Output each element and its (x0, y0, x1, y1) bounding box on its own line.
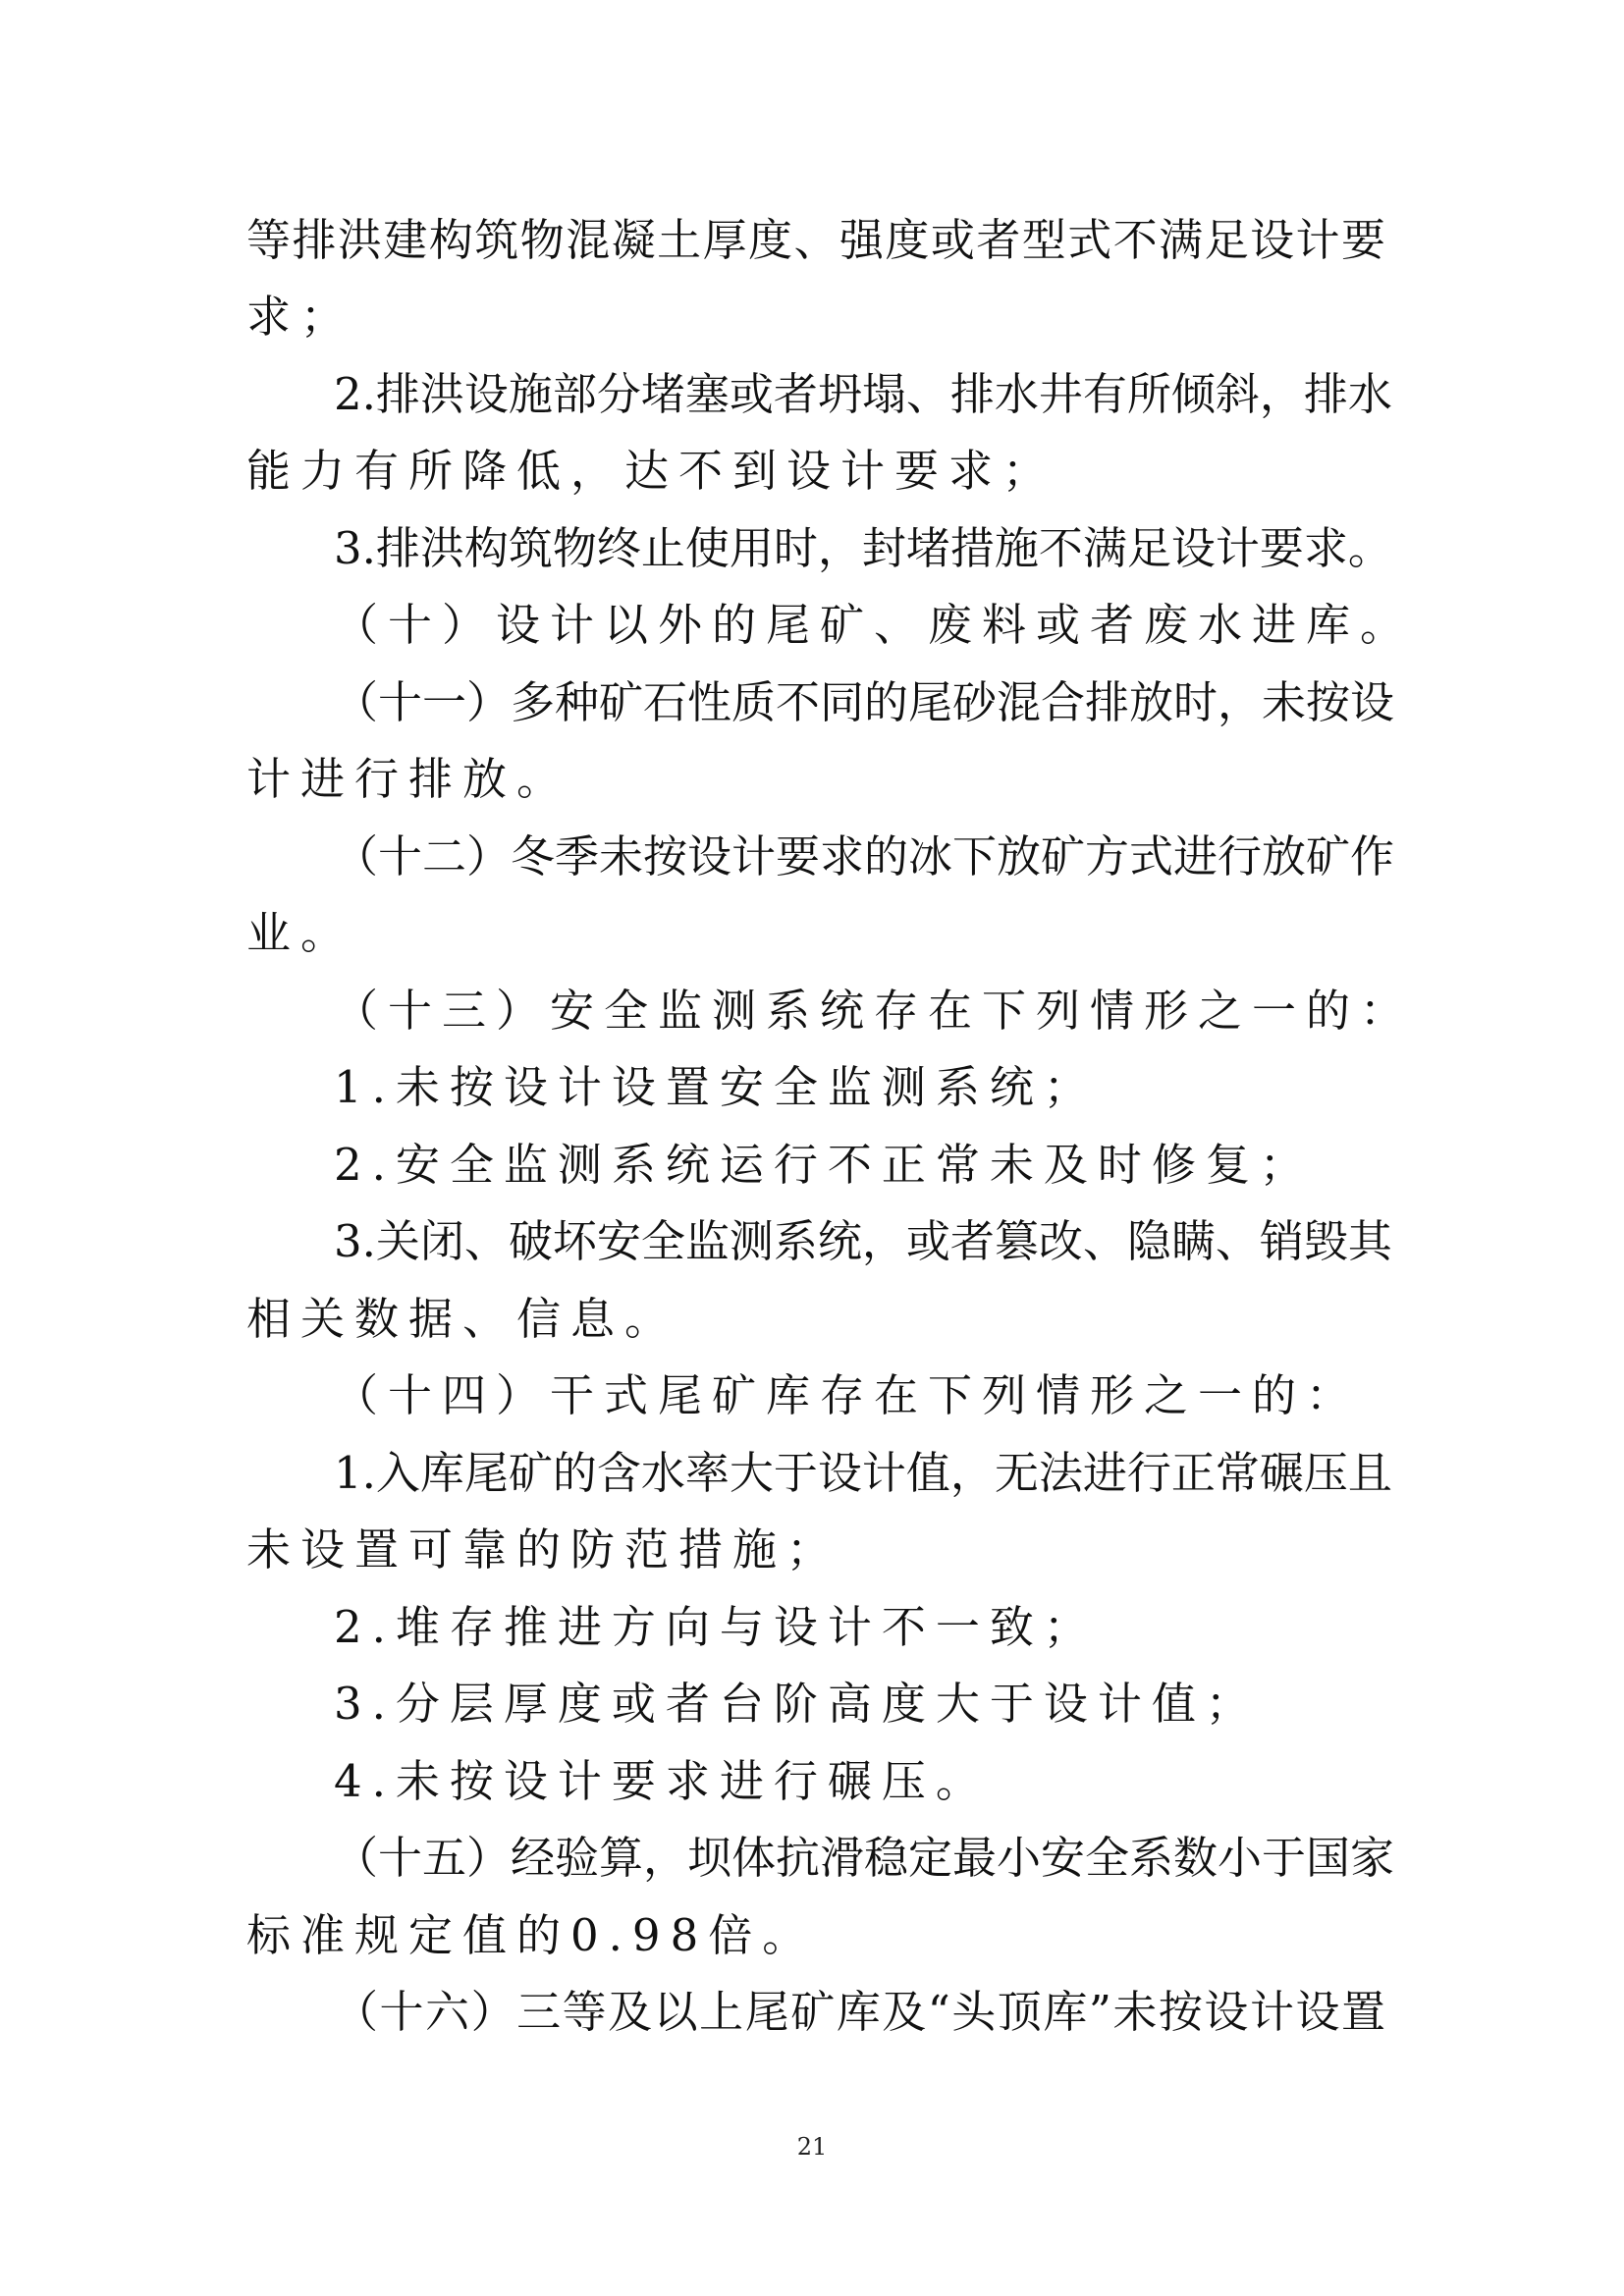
text-line: 求； (246, 291, 355, 343)
text-line: 4.未按设计要求进行碾压。 (334, 1755, 990, 1807)
text-line: 相关数据、信息。 (246, 1293, 679, 1345)
text-line: 标准规定值的0.98倍。 (246, 1909, 817, 1961)
text-line: （十四）干式尾矿库存在下列情形之一的： (334, 1369, 1361, 1421)
text-line: 3.关闭、破坏安全监测系统，或者篡改、隐瞒、销毁其 (334, 1215, 1392, 1267)
text-line: 能力有所降低，达不到设计要求； (246, 445, 1057, 497)
text-line: （十一）多种矿石性质不同的尾砂混合排放时，未按设 (334, 676, 1395, 728)
text-line: 3.排洪构筑物终止使用时，封堵措施不满足设计要求。 (334, 522, 1392, 574)
text-line: 2.安全监测系统运行不正常未及时修复； (334, 1139, 1314, 1191)
text-line: （十五）经验算，坝体抗滑稳定最小安全系数小于国家 (334, 1832, 1395, 1884)
page-number: 21 (796, 2133, 828, 2161)
text-line: （十三）安全监测系统存在下列情形之一的： (334, 985, 1415, 1037)
text-line: （十二）冬季未按设计要求的冰下放矿方式进行放矿作 (334, 830, 1395, 882)
text-line: 2.堆存推进方向与设计不一致； (334, 1601, 1098, 1653)
text-line: 业。 (246, 907, 355, 959)
text-line: 2.排洪设施部分堵塞或者坍塌、排水井有所倾斜，排水 (334, 368, 1392, 420)
text-line: 未设置可靠的防范措施； (246, 1523, 841, 1575)
text-line: 3.分层厚度或者台阶高度大于设计值； (334, 1678, 1260, 1730)
text-line: （十）设计以外的尾矿、废料或者废水进库。 (334, 599, 1415, 651)
text-line: 1.入库尾矿的含水率大于设计值，无法进行正常碾压且 (334, 1447, 1392, 1499)
text-line: （十六）三等及以上尾矿库及“头顶库”未按设计设置 (334, 1986, 1385, 2038)
text-line: 等排洪建构筑物混凝土厚度、强度或者型式不满足设计要 (246, 214, 1385, 266)
text-line: 1.未按设计设置安全监测系统； (334, 1061, 1098, 1113)
text-line: 计进行排放。 (246, 753, 571, 805)
